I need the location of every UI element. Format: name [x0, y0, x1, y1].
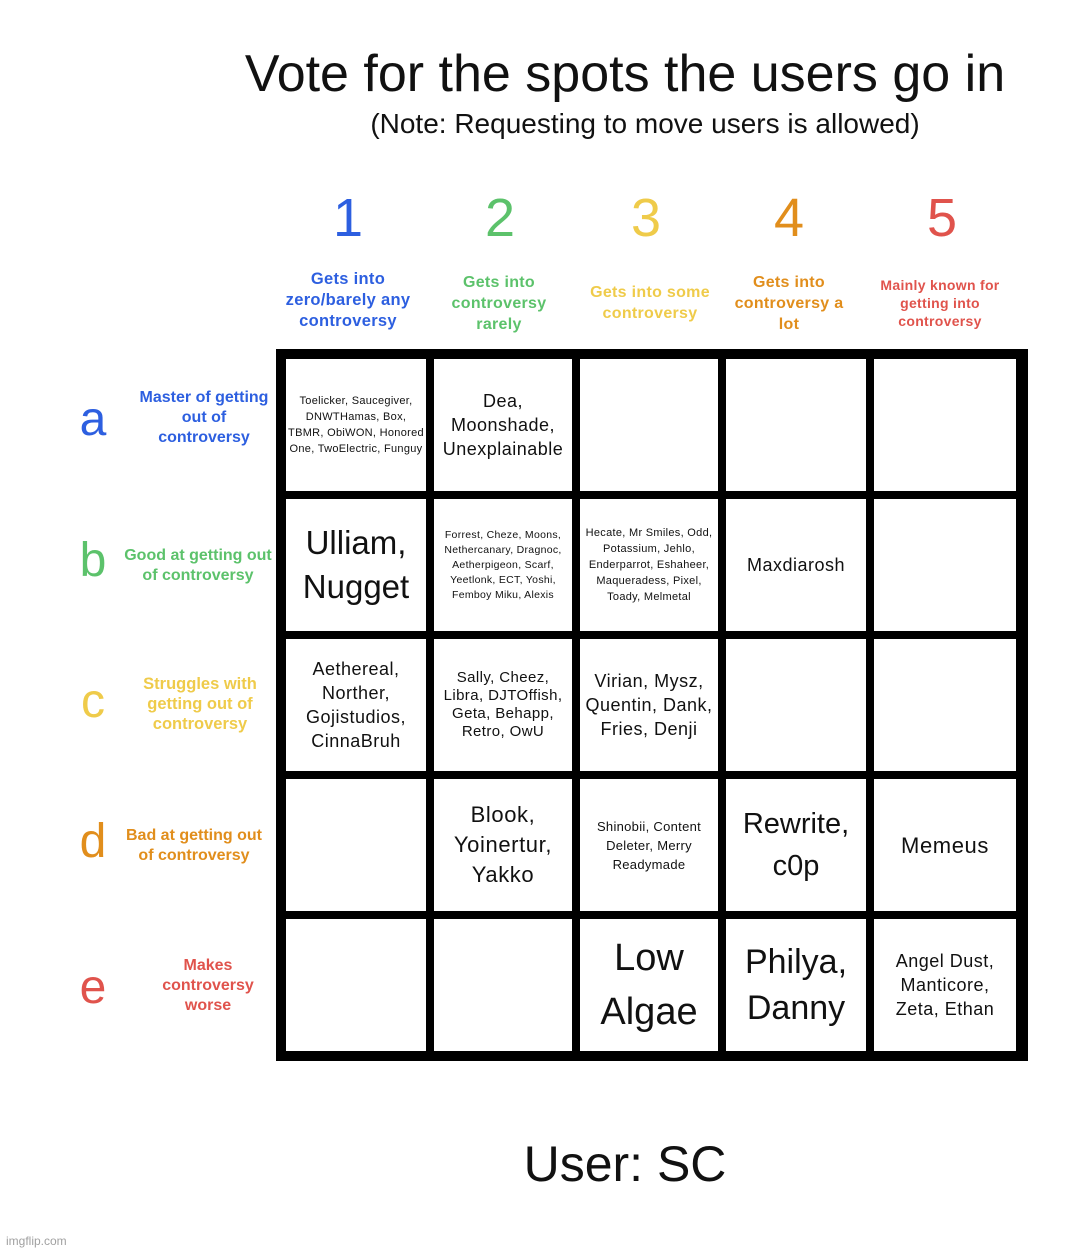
- page-title: Vote for the spots the users go in: [244, 45, 1006, 103]
- cell-a5: [874, 359, 1016, 491]
- cell-c1: Aethereal, Norther, Gojistudios, CinnaBruh: [286, 639, 426, 771]
- cell-a3: [580, 359, 718, 491]
- cell-b4: Maxdiarosh: [726, 499, 866, 631]
- cell-a1: Toelicker, Saucegiver, DNWTHamas, Box, TBMR, ObiWON, Honored One, TwoElectric, Funguy: [286, 359, 426, 491]
- cell-e1: [286, 919, 426, 1051]
- row-letter-b: b: [79, 534, 107, 587]
- row-description-c: Struggles with getting out of controversy: [143, 675, 257, 733]
- column-description-4: Gets into controversy a lot: [734, 273, 844, 333]
- cell-d3: Shinobii, Content Deleter, Merry Readymade: [580, 779, 718, 911]
- cell-c5: [874, 639, 1016, 771]
- cell-e4: Philya, Danny: [726, 919, 866, 1051]
- row-letter-c: c: [81, 675, 105, 728]
- cell-a2: Dea, Moonshade, Unexplainable: [434, 359, 572, 491]
- cell-b3: Hecate, Mr Smiles, Odd, Potassium, Jehlo, Enderparrot, Eshaheer, Maqueradess, Pixel, Toady, Melmetal: [580, 499, 718, 631]
- cell-c4: [726, 639, 866, 771]
- row-letter-a: a: [79, 393, 107, 446]
- column-description-5: Mainly known for getting into controversy: [880, 277, 1000, 329]
- cell-d5: Memeus: [874, 779, 1016, 911]
- cell-c2: Sally, Cheez, Libra, DJTOffish, Geta, Behapp, Retro, OwU: [434, 639, 572, 771]
- row-letter-e: e: [79, 961, 107, 1014]
- cell-e2: [434, 919, 572, 1051]
- cell-d4: Rewrite, c0p: [726, 779, 866, 911]
- cell-a4: [726, 359, 866, 491]
- column-description-2: Gets into controversy rarely: [451, 273, 547, 333]
- cell-b5: [874, 499, 1016, 631]
- column-number-1: 1: [332, 188, 364, 248]
- cell-b2: Forrest, Cheze, Moons, Nethercanary, Dragnoc, Aetherpigeon, Scarf, Yeetlonk, ECT, Yoshi, Femboy Miku, Alexis: [434, 499, 572, 631]
- user-label: User: SC: [523, 1136, 727, 1192]
- cell-e3: Low Algae: [580, 919, 718, 1051]
- column-number-4: 4: [773, 188, 805, 248]
- column-description-1: Gets into zero/barely any controversy: [285, 269, 411, 330]
- column-number-3: 3: [630, 188, 662, 248]
- row-letter-d: d: [79, 815, 107, 868]
- row-description-b: Good at getting out of controversy: [124, 547, 272, 584]
- column-description-3: Gets into some controversy: [590, 284, 710, 322]
- cell-b1: Ulliam, Nugget: [286, 499, 426, 631]
- row-description-d: Bad at getting out of controversy: [126, 827, 262, 864]
- page-subtitle: (Note: Requesting to move users is allowed): [370, 108, 920, 139]
- watermark: imgflip.com: [6, 1234, 67, 1248]
- cell-c3: Virian, Mysz, Quentin, Dank, Fries, Denji: [580, 639, 718, 771]
- tier-grid: [276, 349, 1028, 1061]
- cell-d2: Blook, Yoinertur, Yakko: [434, 779, 572, 911]
- row-description-e: Makes controversy worse: [162, 957, 254, 1014]
- column-number-5: 5: [926, 188, 958, 248]
- column-number-2: 2: [484, 188, 516, 248]
- cell-d1: [286, 779, 426, 911]
- row-description-a: Master of getting out of controversy: [139, 389, 269, 446]
- cell-e5: Angel Dust, Manticore, Zeta, Ethan: [874, 919, 1016, 1051]
